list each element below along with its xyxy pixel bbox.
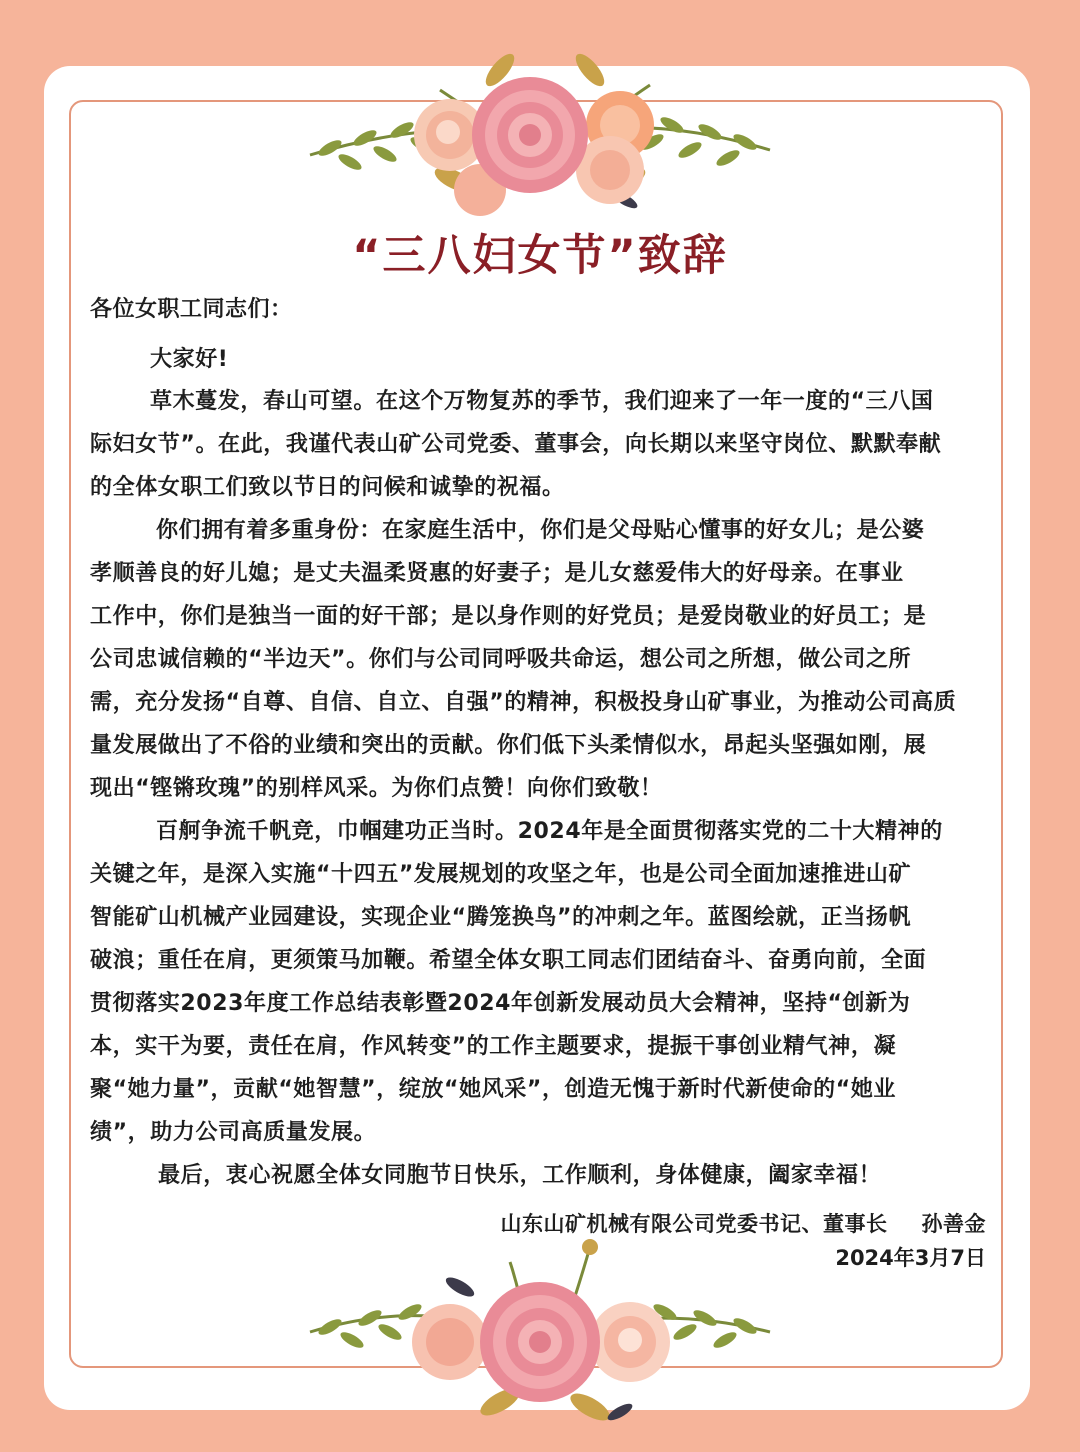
salutation: 各位女职工同志们：	[90, 297, 293, 322]
signature	[501, 1208, 987, 1238]
closing-line: 最后，衷心祝愿全体女同胞节日快乐，工作顺利，身体健康，阖家幸福！	[158, 1163, 882, 1188]
body-line: 际妇女节”。在此，我谨代表山矿公司党委、董事会，向长期以来坚守岗位、默默奉献	[90, 432, 942, 457]
body-line: 智能矿山机械产业园建设，实现企业“腾笼换鸟”的冲刺之年。蓝图绘就，正当扬帆	[90, 905, 912, 930]
floral-bouquet-icon	[290, 30, 790, 230]
body-line: 孝顺善良的好儿媳；是丈夫温柔贤惠的好妻子；是儿女慈爱伟大的好母亲。在事业	[90, 561, 904, 586]
floral-bouquet-icon	[290, 1232, 790, 1447]
body-line: 草木蔓发，春山可望。在这个万物复苏的季节，我们迎来了一年一度的“三八国	[150, 389, 934, 414]
signature-date: 2024年3月7日	[835, 1246, 986, 1270]
body-line: 聚“她力量”，贡献“她智慧”，绽放“她风采”，创造无愧于新时代新使命的“她业	[90, 1077, 897, 1102]
body-line: 现出“铿锵玫瑰”的别样风采。为你们点赞！向你们致敬！	[90, 776, 663, 801]
body-line: 关键之年，是深入实施“十四五”发展规划的攻坚之年，也是公司全面加速推进山矿	[90, 862, 912, 887]
body-line: 本，实干为要，责任在肩，作风转变”的工作主题要求，提振干事创业精气神，凝	[90, 1034, 897, 1059]
body-line: 百舸争流千帆竞，巾帼建功正当时。2024年是全面贯彻落实党的二十大精神的	[156, 819, 943, 844]
signature-organization: 山东山矿机械有限公司党委书记、董事长	[500, 1212, 888, 1236]
body-line: 需，充分发扬“自尊、自信、自立、自强”的精神，积极投身山矿事业，为推动公司高质	[90, 690, 957, 715]
body-line: 你们拥有着多重身份：在家庭生活中，你们是父母贴心懂事的好女儿；是公婆	[156, 518, 925, 543]
signature-name: 孙善金	[921, 1212, 986, 1236]
body-line: 贯彻落实2023年度工作总结表彰暨2024年创新发展动员大会精神，坚持“创新为	[90, 991, 911, 1016]
body-line: 工作中，你们是独当一面的好干部；是以身作则的好党员；是爱岗敬业的好员工；是	[90, 604, 927, 629]
body-line: 的全体女职工们致以节日的问候和诚挚的祝福。	[90, 475, 565, 500]
hello-line: 大家好!	[150, 347, 229, 372]
body-line: 绩”，助力公司高质量发展。	[90, 1120, 377, 1145]
body-line: 公司忠诚信赖的“半边天”。你们与公司同呼吸共命运，想公司之所想，做公司之所	[90, 647, 912, 672]
body-line: 破浪；重任在肩，更须策马加鞭。希望全体女职工同志们团结奋斗、奋勇向前，全面	[90, 948, 927, 973]
page-title: “三八妇女节”致辞	[352, 231, 728, 281]
body-line: 量发展做出了不俗的业绩和突出的贡献。你们低下头柔情似水，昂起头坚强如刚，展	[90, 733, 927, 758]
